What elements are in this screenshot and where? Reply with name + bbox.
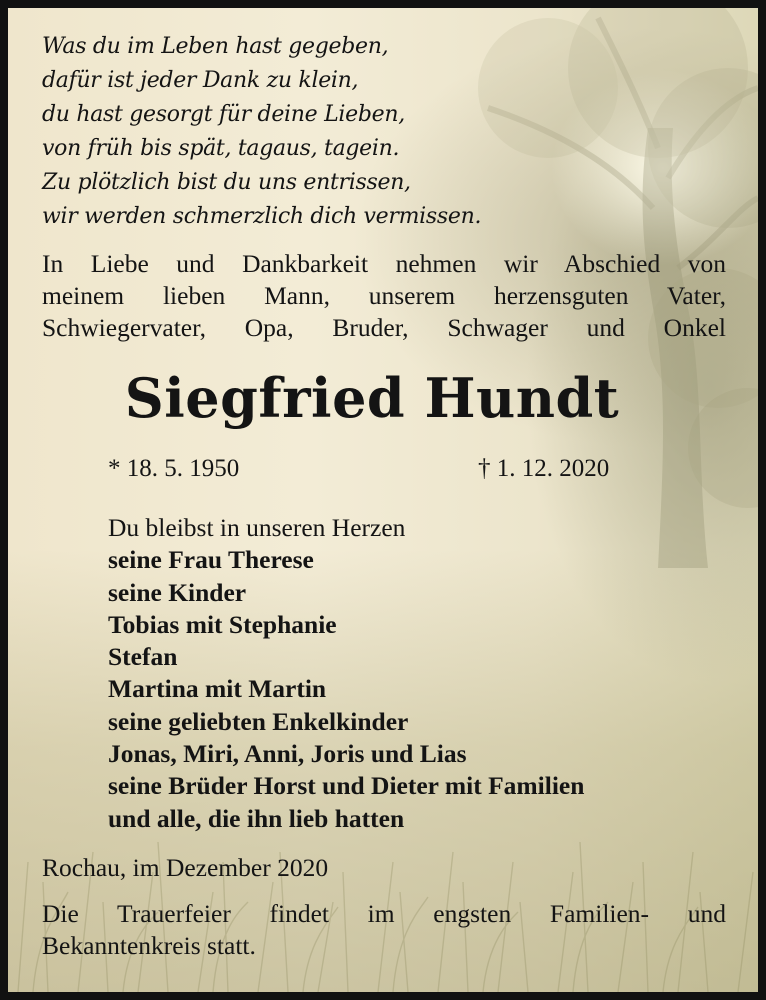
family-line: und alle, die ihn lieb hatten [108, 803, 405, 833]
family-line: seine Kinder [108, 577, 247, 607]
funeral-line: Bekanntenkreis statt. [42, 931, 256, 960]
deceased-name: Siegfried Hundt [124, 366, 620, 430]
family-line: seine Frau Therese [108, 545, 314, 575]
poem-line: dafür ist jeder Dank zu klein, [42, 68, 359, 93]
family-lead-line: Du bleibst in unseren Herzen [108, 513, 406, 542]
intro-line: meinem lieben Mann, unserem herzensguten Vater, [42, 281, 726, 310]
intro-line: In Liebe und Dankbarkeit nehmen wir Abschied von [42, 249, 726, 278]
poem-line: Was du im Leben hast gegeben, [42, 34, 389, 59]
poem-line: wir werden schmerzlich dich vermissen. [42, 204, 482, 229]
family-line: Tobias mit Stephanie [108, 609, 337, 639]
death-date: † 1. 12. 2020 [478, 455, 610, 482]
poem-line: von früh bis spät, tagaus, tagein. [42, 136, 400, 161]
place-date: Rochau, im Dezember 2020 [42, 853, 329, 882]
family-line: Jonas, Miri, Anni, Joris und Lias [108, 739, 467, 769]
family-list [108, 512, 584, 835]
family-line: seine geliebten Enkelkinder [108, 706, 409, 736]
funeral-note [42, 898, 726, 962]
funeral-line: Die Trauerfeier findet im engsten Familien- und [42, 899, 726, 928]
memorial-poem [42, 30, 481, 234]
intro-paragraph [42, 248, 726, 344]
family-line: seine Brüder Horst und Dieter mit Familien [108, 771, 585, 801]
family-line: Stefan [108, 642, 178, 672]
poem-line: du hast gesorgt für deine Lieben, [42, 102, 405, 127]
family-line: Martina mit Martin [108, 674, 327, 704]
birth-date: * 18. 5. 1950 [108, 455, 240, 482]
notice-text [8, 8, 758, 992]
intro-line: Schwiegervater, Opa, Bruder, Schwager und Onkel [42, 313, 726, 342]
poem-line: Zu plötzlich bist du uns entrissen, [42, 170, 411, 195]
obituary-notice [8, 8, 758, 992]
